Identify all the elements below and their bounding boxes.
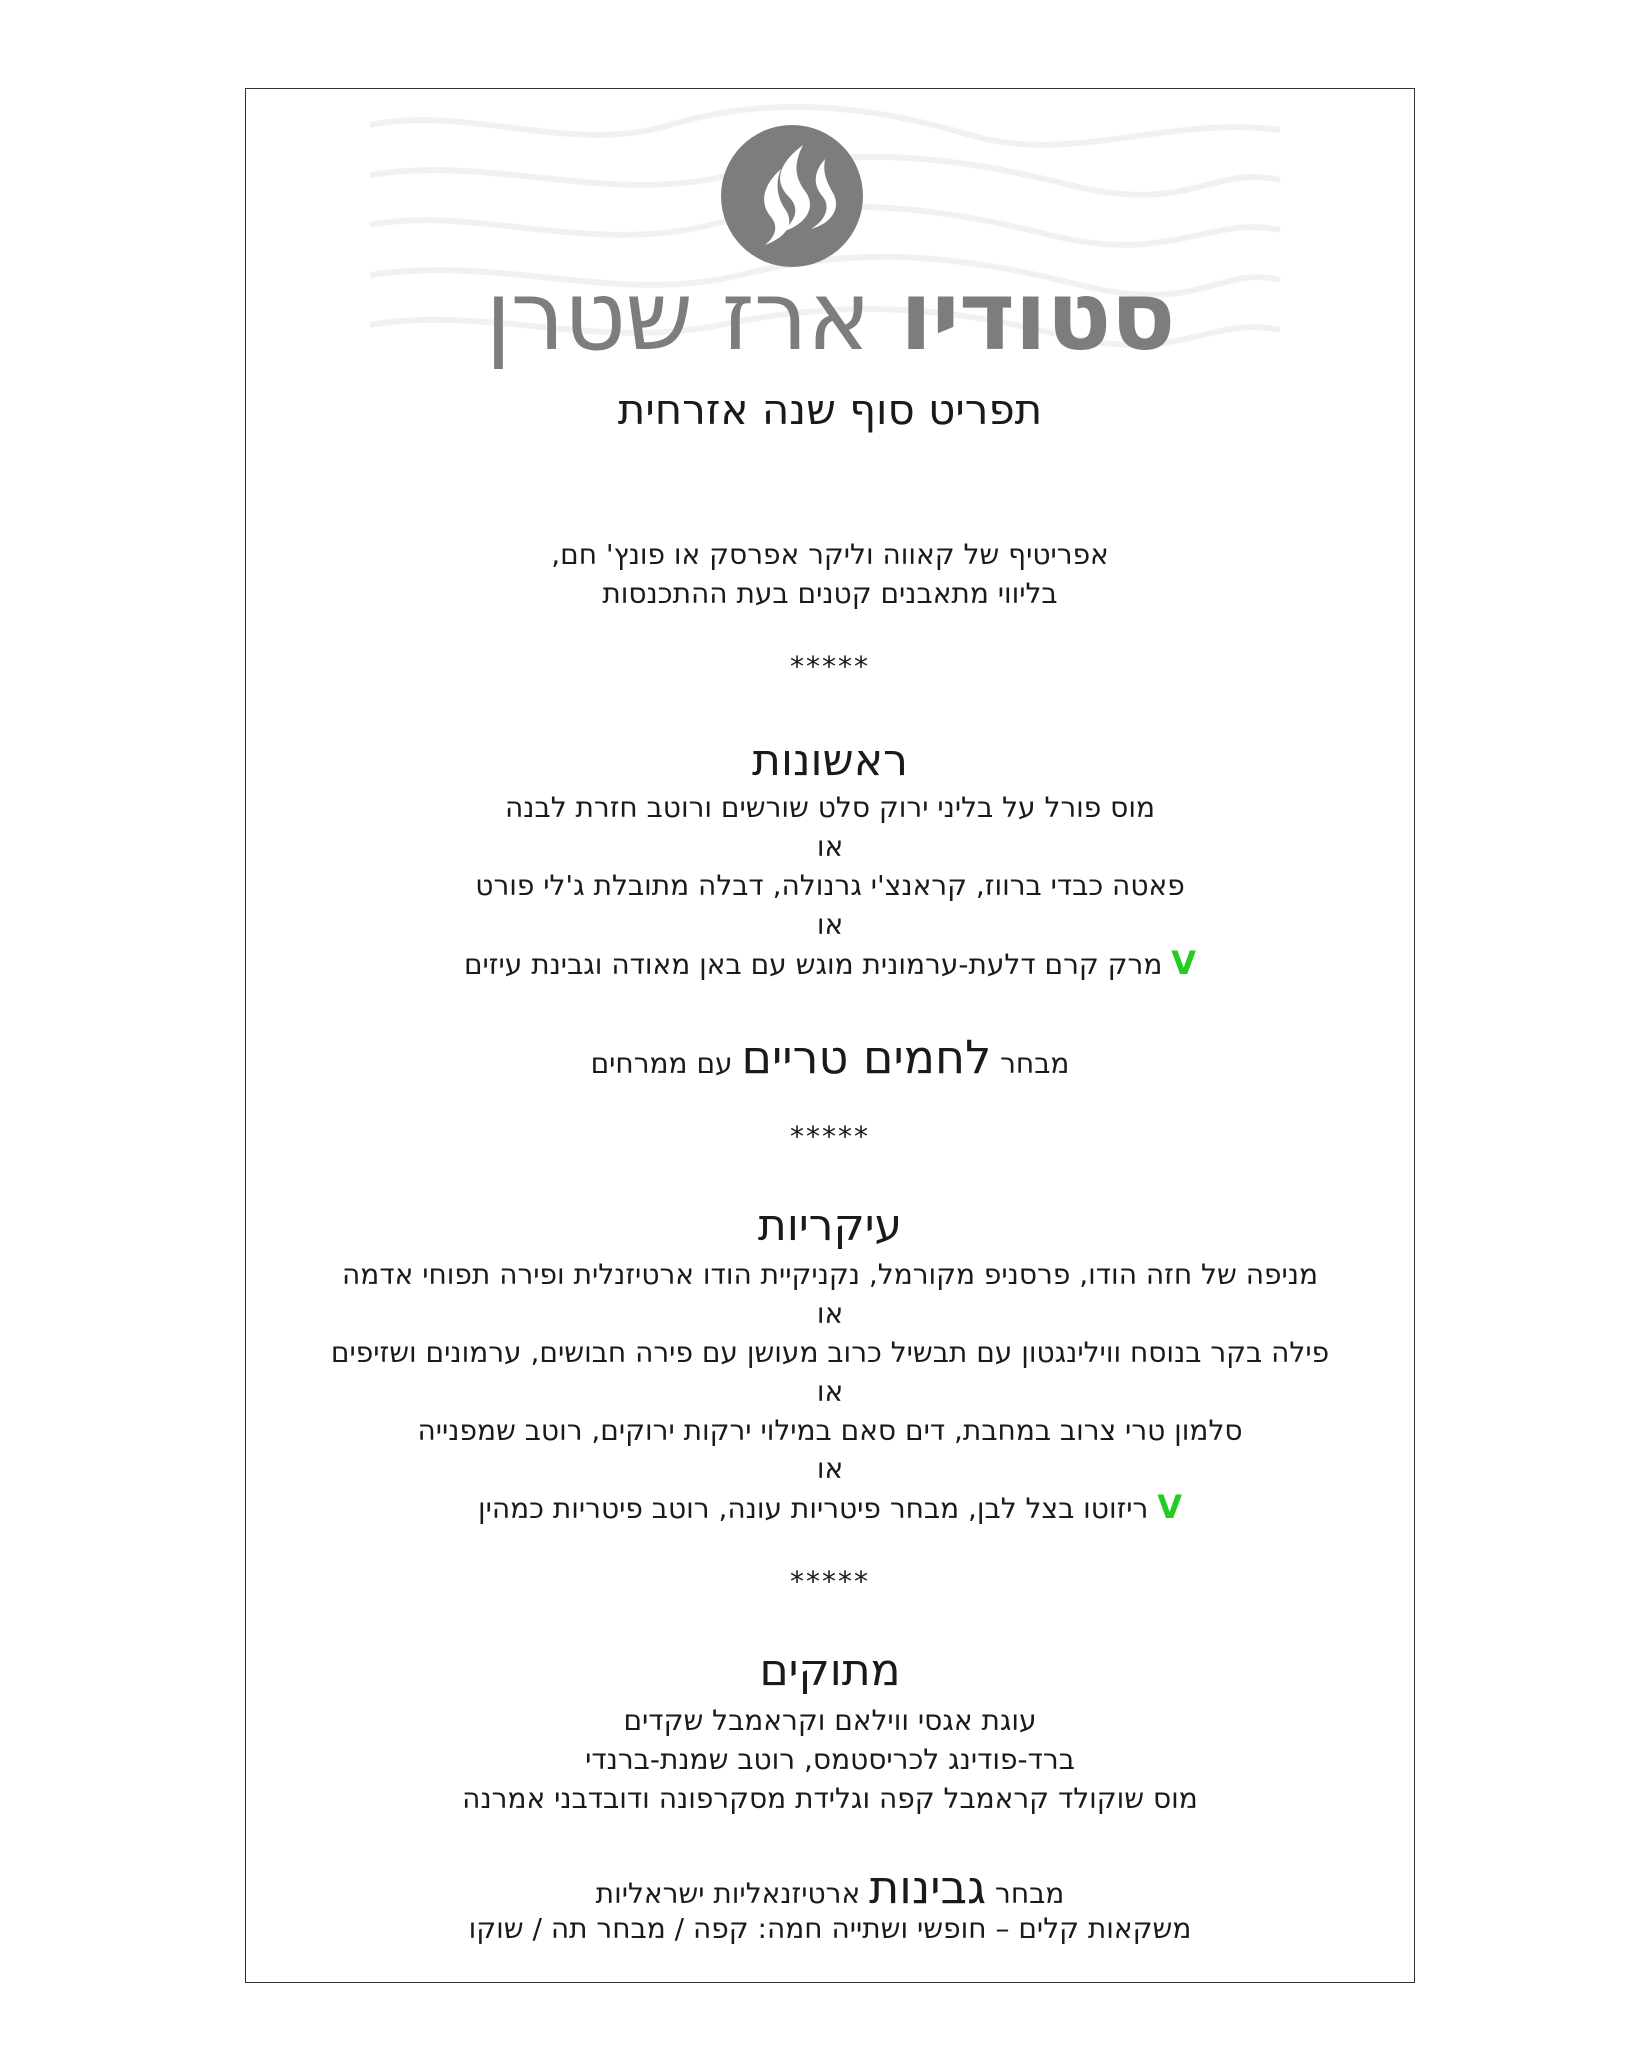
dessert-item: עוגת אגסי ווילאם וקראמבל שקדים xyxy=(623,1704,1037,1737)
main-item: מניפה של חזה הודו, פרסניפ מקורמל, נקניקיית הודו ארטיזנלית ופירה תפוחי אדמה xyxy=(342,1258,1318,1291)
starters-heading: ראשונות xyxy=(752,735,908,786)
mains-heading: עיקריות xyxy=(757,1200,903,1251)
brand-name-regular: ארז שטרן xyxy=(485,260,871,372)
starter-item: פאטה כבדי ברווז, קראנצ'י גרנולה, דבלה מתובלת ג'לי פורט xyxy=(475,869,1185,902)
starter-item-vegetarian xyxy=(245,944,1415,982)
cheese-suffix: ארטיזנאליות ישראליות xyxy=(595,1877,861,1910)
or-divider: או xyxy=(816,1297,844,1330)
starter-item: מוס פורל על בליני ירוק סלט שורשים ורוטב חזרת לבנה xyxy=(505,791,1155,824)
starter-item-text: מרק קרם דלעת-ערמונית מוגש עם באן מאודה וגבינת עיזים xyxy=(463,948,1163,981)
vegetarian-mark: V xyxy=(1171,944,1197,982)
flame-icon xyxy=(721,125,863,267)
main-item: פילה בקר בנוסח ווילינגטון עם תבשיל כרוב מעושן עם פירה חבושים, ערמונים ושזיפים xyxy=(330,1336,1330,1369)
main-item-vegetarian xyxy=(245,1488,1415,1526)
dessert-item: ברד-פודינג לכריסטמס, רוטב שמנת-ברנדי xyxy=(585,1743,1075,1776)
cheese-emphasis: גבינות xyxy=(869,1860,987,1914)
separator: ***** xyxy=(790,650,870,683)
main-item: סלמון טרי צרוב במחבת, דים סאם במילוי ירקות ירוקים, רוטב שמפנייה xyxy=(417,1414,1243,1447)
brand-logo-icon xyxy=(721,125,863,267)
main-item-text: ריזוטו בצל לבן, מבחר פיטריות עונה, רוטב פיטריות כמהין xyxy=(477,1492,1149,1525)
bread-prefix: מבחר xyxy=(1000,1047,1070,1080)
cheese-line xyxy=(245,1860,1415,1914)
brand-name xyxy=(300,256,1360,376)
or-divider: או xyxy=(816,1375,844,1408)
aperitif-line-2: בליווי מתאבנים קטנים בעת ההתכנסות xyxy=(602,577,1058,610)
cheese-prefix: מבחר xyxy=(995,1877,1065,1910)
or-divider: או xyxy=(816,908,844,941)
or-divider: או xyxy=(816,830,844,863)
dessert-item: מוס שוקולד קראמבל קפה וגלידת מסקרפונה ודובדבני אמרנה xyxy=(462,1782,1198,1815)
vegetarian-mark: V xyxy=(1157,1488,1183,1526)
separator: ***** xyxy=(790,1565,870,1598)
aperitif-line-1: אפריטיף של קאווה וליקר אפרסק או פונץ' חם, xyxy=(551,538,1109,571)
menu-title: תפריט סוף שנה אזרחית xyxy=(617,385,1043,434)
bread-suffix: עם ממרחים xyxy=(590,1047,733,1080)
drinks-line: משקאות קלים – חופשי ושתייה חמה: קפה / מבחר תה / שוקו xyxy=(468,1912,1192,1945)
or-divider: או xyxy=(816,1452,844,1485)
bread-line xyxy=(245,1030,1415,1084)
separator: ***** xyxy=(790,1120,870,1153)
desserts-heading: מתוקים xyxy=(759,1645,901,1696)
brand-name-bold: סטודיו xyxy=(899,260,1175,372)
bread-emphasis: לחמים טריים xyxy=(741,1030,992,1084)
